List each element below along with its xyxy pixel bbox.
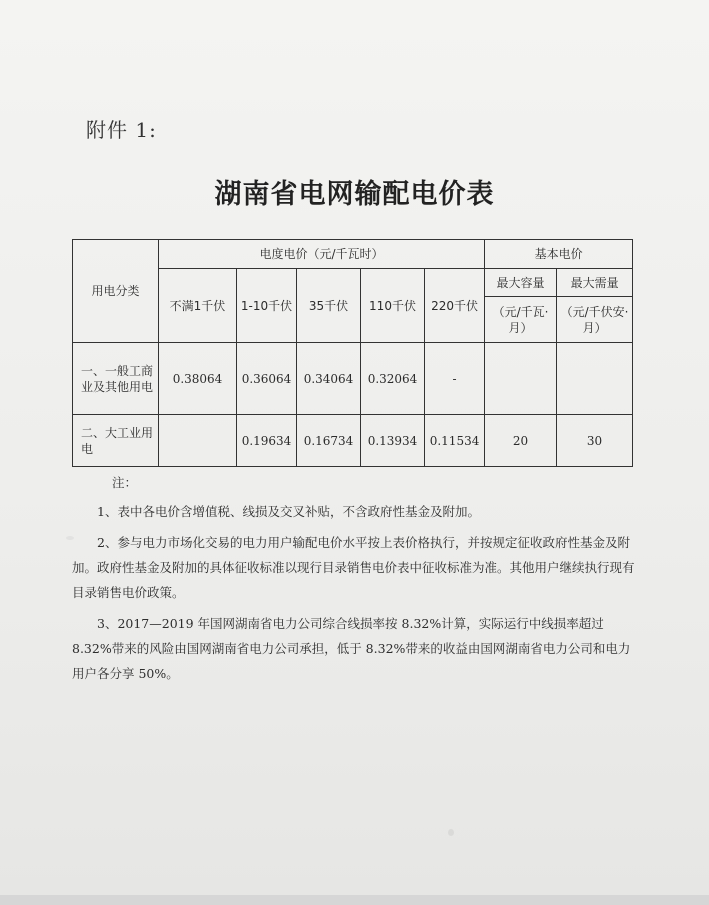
max-capacity-header: 最大容量 [485,269,557,297]
voltage-header: 1-10千伏 [237,269,297,343]
price-cell: 0.32064 [361,343,425,415]
scan-speck [66,536,74,540]
document-title: 湖南省电网输配电价表 [214,179,495,210]
attachment-label: 附件 1: [86,118,157,142]
energy-price-header: 电度电价（元/千瓦时） [159,240,485,269]
row-category: 二、大工业用电 [73,415,159,467]
note-item: 3、2017—2019 年国网湖南省电力公司综合线损率按 8.32%计算，实际运行中线损率超过 8.32%带来的风险由国网湖南省电力公司承担，低于 8.32%带来的收益由国网湖南省电力公司和电力用户各分享 50%。 [72,616,631,681]
note-item: 2、参与电力市场化交易的电力用户输配电价水平按上表价格执行，并按规定征收政府性基金及附加。政府性基金及附加的具体征收标准以现行目录销售电价表中征收标准为准。其他用户继续执行现有目录销售电价政策。 [72,535,635,600]
price-cell: 0.16734 [297,415,361,467]
row-category: 一、一般工商业及其他用电 [73,343,159,415]
voltage-header: 220千伏 [425,269,485,343]
max-demand-cell: 30 [557,415,633,467]
max-capacity-cell: 20 [485,415,557,467]
price-cell: 0.11534 [425,415,485,467]
table-row [73,343,633,415]
table-row [73,415,633,467]
price-cell: 0.34064 [297,343,361,415]
notes-lead: 注： [112,475,138,490]
scan-edge [0,895,709,905]
tariff-table [72,239,633,467]
voltage-header: 不满1千伏 [159,269,237,343]
basic-price-header: 基本电价 [485,240,633,269]
voltage-header: 110千伏 [361,269,425,343]
max-demand-cell [557,343,633,415]
price-cell [159,415,237,467]
max-demand-header: 最大需量 [557,269,633,297]
max-capacity-cell [485,343,557,415]
price-cell: 0.13934 [361,415,425,467]
scan-speck [448,829,454,836]
notes-section [72,470,642,686]
price-cell: 0.19634 [237,415,297,467]
max-capacity-unit: （元/千瓦·月） [485,297,557,343]
note-item: 1、表中各电价含增值税、线损及交叉补贴，不含政府性基金及附加。 [97,504,480,519]
header-row-1 [73,240,633,269]
category-header: 用电分类 [73,240,159,343]
price-cell: 0.38064 [159,343,237,415]
price-cell: 0.36064 [237,343,297,415]
voltage-header: 35千伏 [297,269,361,343]
price-cell: - [425,343,485,415]
max-demand-unit: （元/千伏安·月） [557,297,633,343]
